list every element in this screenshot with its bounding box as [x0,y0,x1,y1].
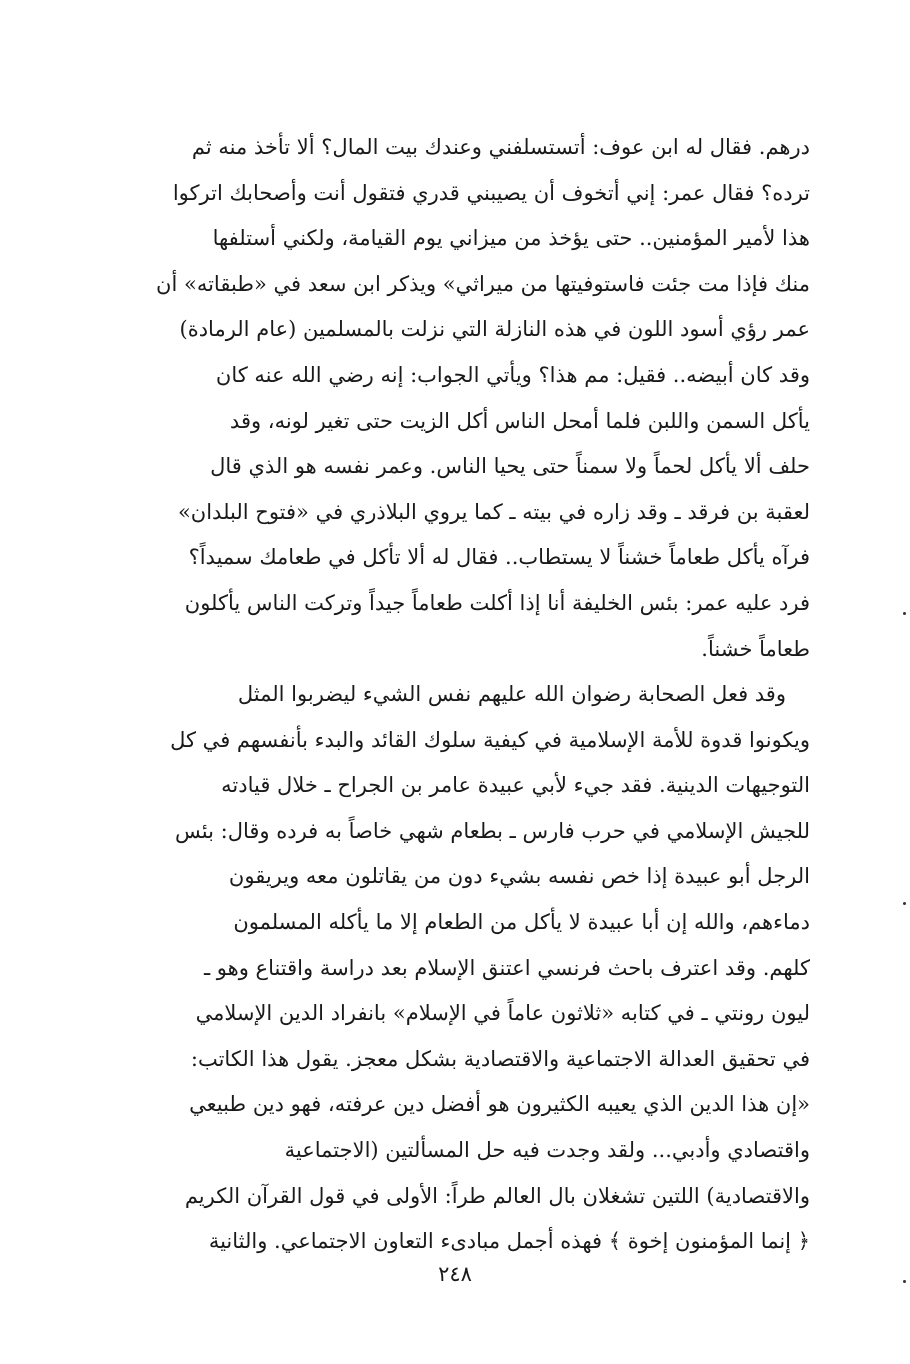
paragraph-2 [98,672,810,1265]
scan-mark [903,1280,906,1283]
text-line: والاقتصادية) اللتين تشغلان بال العالم طراً: الأولى في قول القرآن الكريم [184,1183,810,1208]
text-line: ﴿ إنما المؤمنون إخوة ﴾ فهذه أجمل مبادىء التعاون الاجتماعي. والثانية [208,1229,810,1254]
text-line: وقد فعل الصحابة رضوان الله عليهم نفس الشيء ليضربوا المثل [237,682,786,706]
text-line: لعقبة بن فرقد ـ وقد زاره في بيته ـ كما يروي البلاذري في «فتوح البلدان» [177,499,810,524]
page-number: ٢٤٨ [438,1262,472,1286]
text-line: الرجل أبو عبيدة إذا خص نفسه بشيء دون من يقاتلون معه ويريقون [228,864,810,889]
scan-mark [903,902,906,905]
text-line: «إن هذا الدين الذي يعيبه الكثيرون هو أفضل دين عرفته، فهو دين طبيعي [189,1092,810,1117]
text-line: طعاماً خشناً. [701,636,810,661]
text-line: فرآه يأكل طعاماً خشناً لا يستطاب.. فقال له ألا تأكل في طعامك سميداً؟ [188,545,810,570]
text-line: يأكل السمن واللبن فلما أمحل الناس أكل الزيت حتى تغير لونه، وقد [229,408,810,433]
text-line: واقتصادي وأدبي... ولقد وجدت فيه حل المسألتين (الاجتماعية [284,1137,810,1162]
text-line: عمر رؤي أسود اللون في هذه النازلة التي نزلت بالمسلمين (عام الرمادة) [179,317,810,342]
text-line: حلف ألا يأكل لحماً ولا سمناً حتى يحيا الناس. وعمر نفسه هو الذي قال [210,454,810,479]
text-line: كلهم. وقد اعترف باحث فرنسي اعتنق الإسلام بعد دراسة واقتناع وهو ـ [203,955,810,980]
text-line: منك فإذا مت جئت فاستوفيتها من ميراثي» ويذكر ابن سعد في «طبقاته» أن [156,271,810,296]
text-line: دماءهم، والله إن أبا عبيدة لا يأكل من الطعام إلا ما يأكله المسلمون [233,909,810,934]
text-line: ليون رونتي ـ في كتابه «ثلاثون عاماً في الإسلام» بانفراد الدين الإسلامي [195,1001,810,1026]
text-line: في تحقيق العدالة الاجتماعية والاقتصادية بشكل معجز. يقول هذا الكاتب: [190,1046,810,1071]
text-line: ترده؟ فقال عمر: إني أتخوف أن يصيبني قدري فتقول أنت وأصحابك اتركوا [172,180,810,205]
text-line: للجيش الإسلامي في حرب فارس ـ بطعام شهي خاصاً به فرده وقال: بئس [175,818,810,843]
text-line: درهم. فقال له ابن عوف: أتستسلفني وعندك بيت المال؟ ألا تأخذ منه ثم [191,135,810,159]
paragraph-1 [98,125,810,672]
scan-mark [903,612,906,615]
text-line: فرد عليه عمر: بئس الخليفة أنا إذا أكلت طعاماً جيداً وتركت الناس يأكلون [184,590,810,615]
text-line: التوجيهات الدينية. فقد جيء لأبي عبيدة عامر بن الجراح ـ خلال قيادته [221,773,810,798]
text-line: وقد كان أبيضه.. فقيل: مم هذا؟ ويأتي الجواب: إنه رضي الله عنه كان [215,362,810,387]
text-line: هذا لأمير المؤمنين.. حتى يؤخذ من ميزاني يوم القيامة، ولكني أستلفها [212,226,810,251]
text-line: ويكونوا قدوة للأمة الإسلامية في كيفية سلوك القائد والبدء بأنفسهم في كل [170,727,810,752]
